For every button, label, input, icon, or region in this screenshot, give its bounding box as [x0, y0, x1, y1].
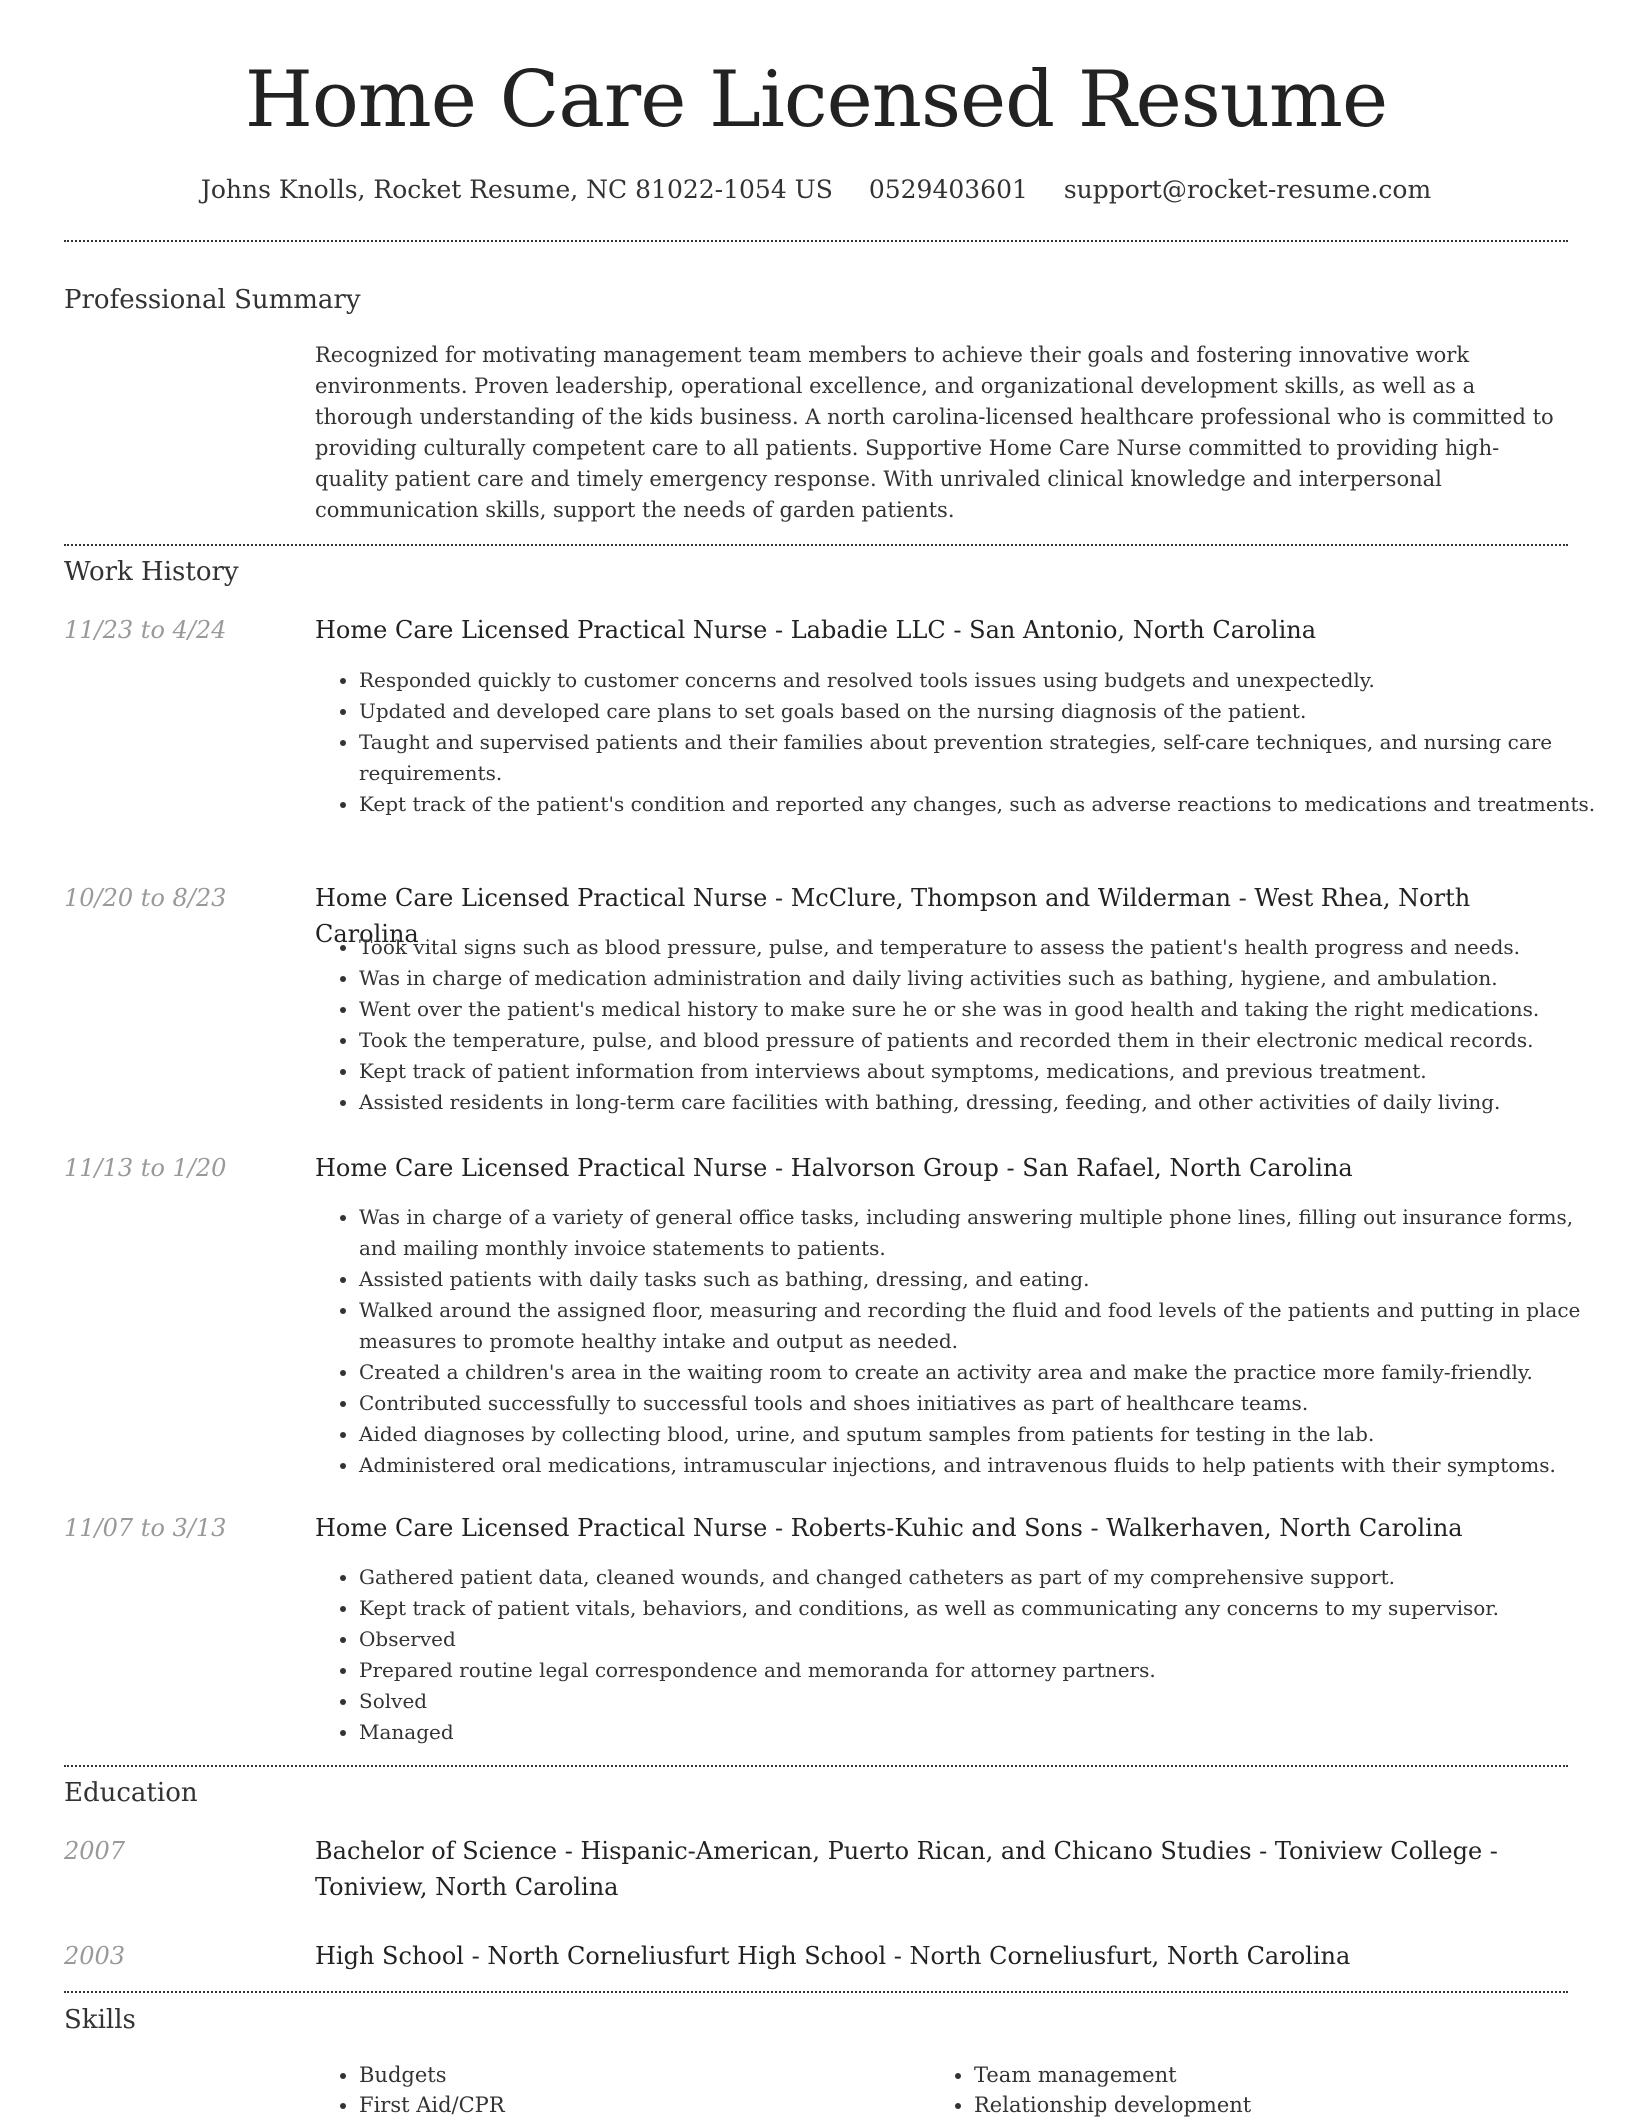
job-title: Home Care Licensed Practical Nurse - McClure, Thompson and Wilderman - West Rhea, North Carolina	[315, 884, 1471, 948]
list-item: • Gathered patient data, cleaned wounds, and changed catheters as part of my comprehensive support.	[359, 1562, 1612, 1593]
divider	[64, 1991, 1568, 1993]
job-bullets	[315, 665, 1612, 820]
list-item: • Contributed successfully to successful tools and shoes initiatives as part of healthcare teams.	[359, 1388, 1612, 1419]
list-item: • Updated and developed care plans to set goals based on the nursing diagnosis of the patient.	[359, 696, 1612, 727]
list-item: • Responded quickly to customer concerns and resolved tools issues using budgets and unexpectedly.	[359, 665, 1612, 696]
job-dates: 11/23 to 4/24	[64, 616, 227, 644]
list-item: • Kept track of the patient's condition and reported any changes, such as adverse reactions to medications and treatments.	[359, 789, 1612, 820]
section-title-skills: Skills	[64, 2005, 136, 2035]
list-item: • Walked around the assigned floor, measuring and recording the fluid and food levels of the patients and putting in place measures to promote healthy intake and output as needed.	[359, 1295, 1612, 1357]
list-item: • Administered oral medications, intramuscular injections, and intravenous fluids to help patients with their symptoms.	[359, 1450, 1612, 1481]
divider	[64, 544, 1568, 546]
list-item: • Kept track of patient information from interviews about symptoms, medications, and previous treatment.	[359, 1056, 1612, 1087]
contact-email: support@rocket-resume.com	[1063, 175, 1432, 204]
education-entry: Bachelor of Science - Hispanic-American, Puerto Rican, and Chicano Studies - Toniview College - Toniview, North Carolina	[315, 1837, 1498, 1901]
job-bullets	[315, 1202, 1612, 1481]
section-title-education: Education	[64, 1778, 198, 1808]
job-dates: 11/07 to 3/13	[64, 1514, 227, 1542]
contact-phone: 0529403601	[868, 175, 1028, 204]
list-item: • Was in charge of a variety of general office tasks, including answering multiple phone lines, filling out insurance forms, and mailing monthly invoice statements to patients.	[359, 1202, 1612, 1264]
divider	[64, 1765, 1568, 1767]
list-item: • Took the temperature, pulse, and blood pressure of patients and recorded them in their electronic medical records.	[359, 1025, 1612, 1056]
list-item: • Observed	[359, 1624, 1612, 1655]
education-entry: High School - North Corneliusfurt High School - North Corneliusfurt, North Carolina	[315, 1942, 1351, 1970]
list-item: • Team management	[974, 2060, 1494, 2090]
job-dates: 10/20 to 8/23	[64, 884, 227, 912]
list-item: • Taught and supervised patients and their families about prevention strategies, self-care techniques, and nursing care requirements.	[359, 727, 1612, 789]
section-title-work: Work History	[64, 557, 239, 587]
list-item: • Went over the patient's medical history to make sure he or she was in good health and taking the right medications.	[359, 994, 1612, 1025]
skills-list-left	[315, 2060, 879, 2120]
job-title: Home Care Licensed Practical Nurse - Labadie LLC - San Antonio, North Carolina	[315, 616, 1317, 644]
education-year: 2007	[64, 1837, 126, 1865]
list-item: • Prepared routine legal correspondence and memoranda for attorney partners.	[359, 1655, 1612, 1686]
contact-address: Johns Knolls, Rocket Resume, NC 81022-1054 US	[200, 175, 833, 204]
job-dates: 11/13 to 1/20	[64, 1154, 227, 1182]
job-bullets	[315, 1562, 1612, 1748]
list-item: • Kept track of patient vitals, behaviors, and conditions, as well as communicating any concerns to my supervisor.	[359, 1593, 1612, 1624]
resume-title: Home Care Licensed Resume	[244, 55, 1388, 145]
divider	[64, 240, 1568, 242]
list-item: • Relationship development	[974, 2090, 1494, 2120]
list-item: • Aided diagnoses by collecting blood, urine, and sputum samples from patients for testing in the lab.	[359, 1419, 1612, 1450]
skills-list-right	[930, 2060, 1494, 2120]
list-item: • Solved	[359, 1686, 1612, 1717]
list-item: • Managed	[359, 1717, 1612, 1748]
list-item: • Assisted residents in long-term care facilities with bathing, dressing, feeding, and other activities of daily living.	[359, 1087, 1612, 1118]
list-item: • Took vital signs such as blood pressure, pulse, and temperature to assess the patient's health progress and needs.	[359, 932, 1612, 963]
contact-line	[0, 170, 1632, 210]
job-title: Home Care Licensed Practical Nurse - Halvorson Group - San Rafael, North Carolina	[315, 1154, 1353, 1182]
list-item: • Assisted patients with daily tasks such as bathing, dressing, and eating.	[359, 1264, 1612, 1295]
list-item: • Was in charge of medication administration and daily living activities such as bathing, hygiene, and ambulation.	[359, 963, 1612, 994]
job-bullets	[315, 932, 1612, 1118]
education-year: 2003	[64, 1942, 126, 1970]
section-title-summary: Professional Summary	[64, 285, 361, 315]
job-title: Home Care Licensed Practical Nurse - Roberts-Kuhic and Sons - Walkerhaven, North Carolina	[315, 1514, 1463, 1542]
list-item: • Budgets	[359, 2060, 879, 2090]
list-item: • Created a children's area in the waiting room to create an activity area and make the practice more family-friendly.	[359, 1357, 1612, 1388]
list-item: • First Aid/CPR	[359, 2090, 879, 2120]
summary-text: Recognized for motivating management team members to achieve their goals and fostering innovative work environments. Proven leadership, operational excellence, and organizational development skills, as well as a thorough understanding of the kids business. A north carolina-licensed healthcare professional who is committed to providing culturally competent care to all patients. Supportive Home Care Nurse committed to providing high-quality patient care and timely emergency response. With unrivaled clinical knowledge and interpersonal communication skills, support the needs of garden patients.	[315, 343, 1554, 522]
